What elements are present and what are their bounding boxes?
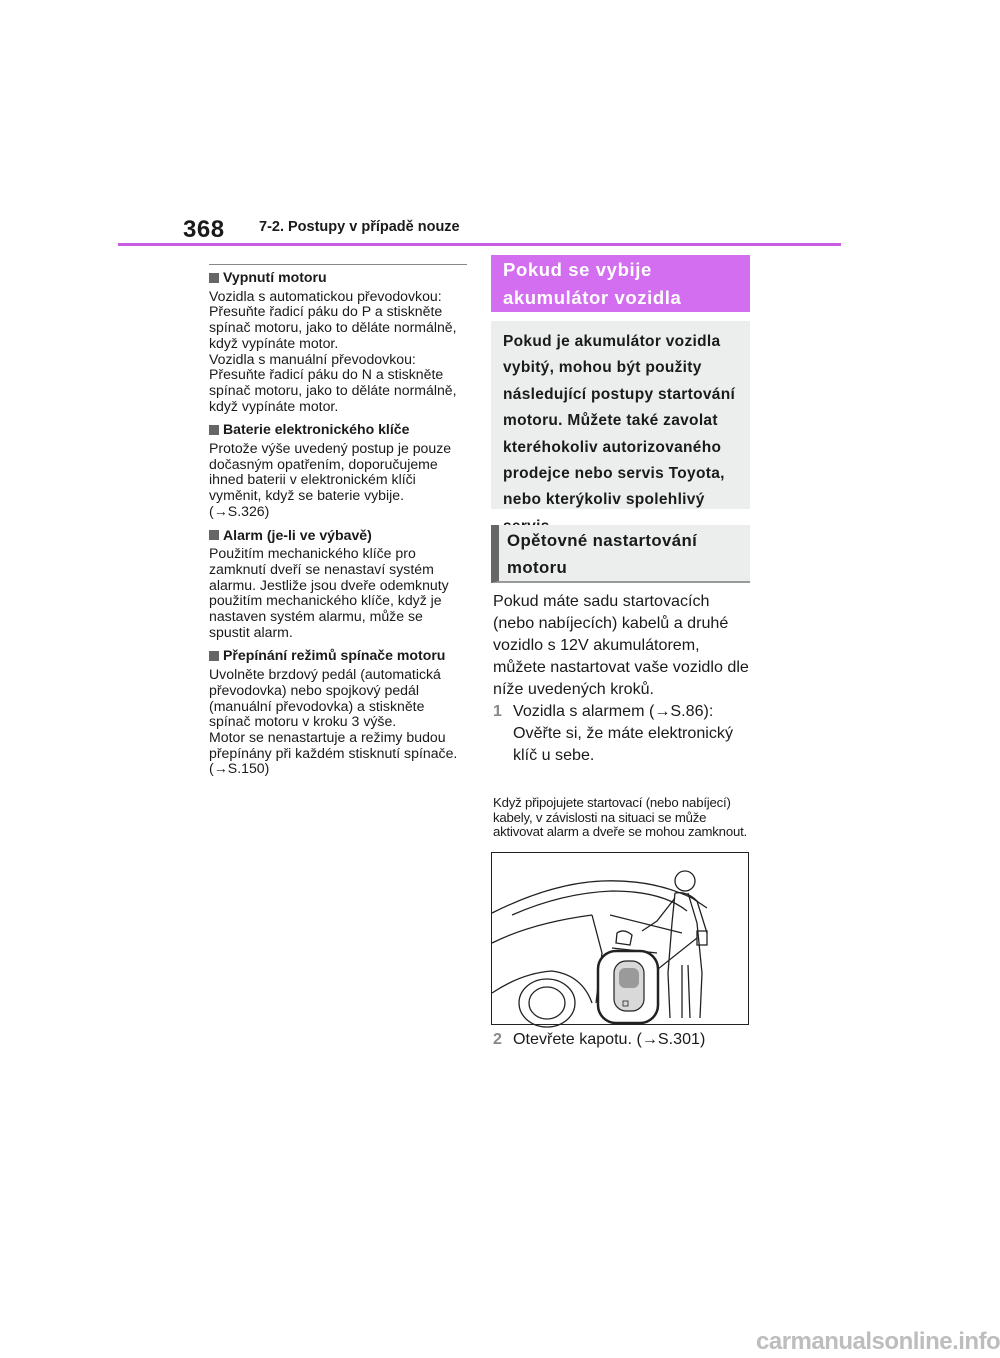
step-1 (493, 700, 755, 766)
paragraph: Motor se nenastartuje a režimy budou přepínány při každém stisknutí spínače. (→S.150) (209, 728, 458, 777)
paragraph: Vozidla s manuální převodovkou: Přesuňte řadicí páku do N a stiskněte spínač motoru, jako to děláte normálně, když vypínáte motor. (209, 350, 457, 414)
header-rule (118, 243, 841, 246)
intro-text: Pokud máte sadu startovacích (nebo nabíjecích) kabelů a druhé vozidlo s 12V akumulátorem, můžete nastartovat vaše vozidlo dle níže uvedených kroků. (493, 592, 749, 698)
car-person-key-illustration (492, 853, 750, 1026)
watermark: carmanualsonline.info (756, 1328, 1000, 1355)
paragraph: Vozidla s automatickou převodovkou: Přesuňte řadicí páku do P a stiskněte spínač motoru, jako to děláte normálně, když vypínáte motor. (209, 287, 457, 351)
page-number: 368 (183, 216, 225, 243)
section-heading: Baterie elektronického klíče (223, 421, 410, 438)
paragraph: Použitím mechanického klíče pro zamknutí dveří se nenastaví systém alarmu. Jestliže jsou dveře odemknuty použitím mechanického klíče, když je nastaven systém alarmu, může se spustit alarm. (209, 545, 449, 640)
left-column-rule (209, 264, 467, 265)
bullet-square-icon (209, 651, 219, 661)
left-column (209, 270, 467, 785)
section-key-battery (209, 422, 467, 519)
step-number: 1 (493, 702, 502, 720)
section-alarm (209, 528, 467, 641)
bullet-square-icon (209, 530, 219, 540)
step-2 (493, 1028, 755, 1050)
illustration-key-at-car (491, 852, 749, 1025)
section-title: 7-2. Postupy v případě nouze (259, 219, 460, 235)
bullet-square-icon (209, 425, 219, 435)
subheading-box: Opětovné nastartování motoru (491, 525, 750, 583)
note-text: Když připojujete startovací (nebo nabíjecí) kabely, v závislosti na situaci se může aktivovat alarm a dveře se mohou zamknout. (493, 795, 748, 840)
section-heading: Vypnutí motoru (223, 269, 327, 285)
intro-box: Pokud je akumulátor vozidla vybitý, mohou být použity následující postupy startování motoru. Můžete také zavolat kteréhokoliv autorizovaného prodejce nebo servis Toyota, nebo kterýkoliv spolehlivý (491, 321, 750, 509)
step-number: 2 (493, 1030, 502, 1048)
paragraph: Protože výše uvedený postup je pouze dočasným opatřením, doporučujeme ihned baterii v elektronickém klíči vyměnit, když se baterie vybije. (→S.326) (209, 440, 452, 519)
step-text: Vozidla s alarmem (→S.86): Ověřte si, že máte elektronický klíč u sebe. (513, 702, 734, 764)
pink-heading-box: Pokud se vybije akumulátor vozidla (491, 255, 750, 312)
step-text: Otevřete kapotu. (→S.301) (513, 1030, 706, 1048)
section-switch-modes (209, 648, 467, 777)
bullet-square-icon (209, 273, 219, 283)
section-heading: Alarm (je-li ve výbavě) (223, 526, 372, 543)
paragraph: Uvolněte brzdový pedál (automatická převodovka) nebo spojkový pedál (manuální převodovka) a stiskněte spínač motoru v kroku 3 výše. (209, 666, 441, 730)
section-heading: Přepínání režimů spínače motoru (223, 647, 446, 664)
section-engine-off (209, 270, 467, 414)
